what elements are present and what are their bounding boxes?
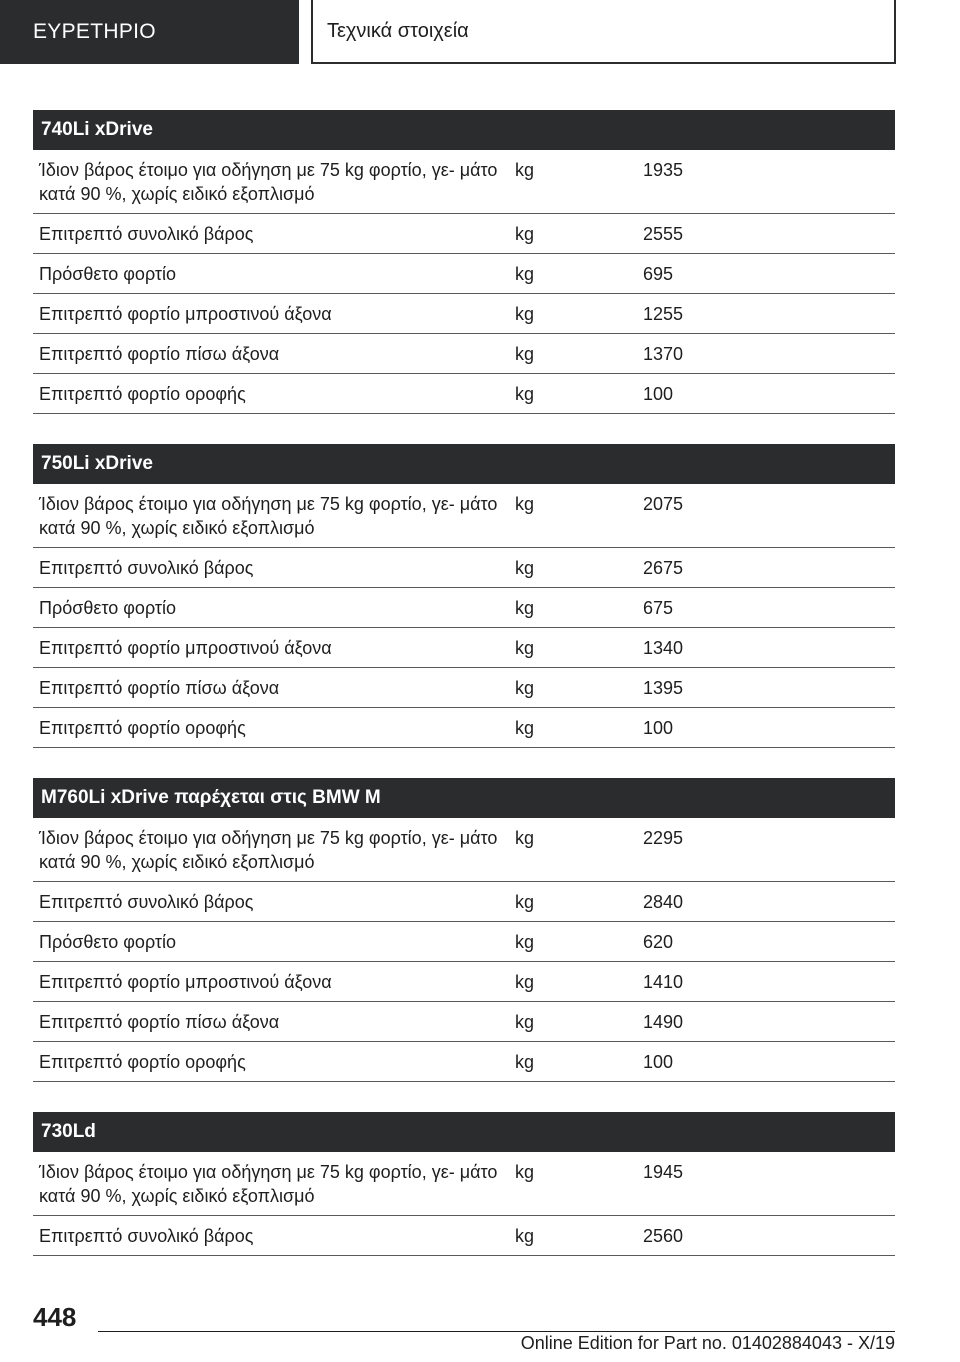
row-unit: kg: [515, 1162, 535, 1182]
table-row: [33, 374, 895, 414]
table-title: 750Li xDrive: [33, 444, 895, 484]
row-value: 1945: [643, 1162, 684, 1182]
row-value: 620: [643, 931, 674, 952]
table-row: [33, 254, 895, 294]
row-unit: kg: [515, 717, 535, 738]
row-value: 1370: [643, 343, 684, 364]
page-header: [0, 0, 960, 66]
row-label: Επιτρεπτό συνολικό βάρος: [39, 1225, 254, 1246]
row-label: Επιτρεπτό συνολικό βάρος: [39, 223, 254, 244]
row-value: 2295: [643, 828, 684, 848]
table-row: [33, 818, 895, 882]
row-value: 1340: [643, 637, 684, 658]
row-unit: kg: [515, 891, 535, 912]
row-label: Επιτρεπτό συνολικό βάρος: [39, 891, 254, 912]
page-number: 448: [33, 1302, 77, 1332]
row-value: 2840: [643, 891, 684, 912]
row-value: 695: [643, 263, 674, 284]
table-row: [33, 548, 895, 588]
section-tab[interactable]: [311, 0, 896, 64]
row-value: 1255: [643, 303, 684, 324]
row-value: 2555: [643, 223, 684, 244]
row-label: Επιτρεπτό φορτίο μπροστινού άξονα: [39, 971, 332, 992]
table-row: [33, 1042, 895, 1082]
row-label: Επιτρεπτό συνολικό βάρος: [39, 557, 254, 578]
row-unit: kg: [515, 343, 535, 364]
row-label: Επιτρεπτό φορτίο πίσω άξονα: [39, 343, 280, 364]
section-title: Τεχνικά στοιχεία: [327, 19, 469, 42]
row-unit: kg: [515, 677, 535, 698]
row-label: Ίδιον βάρος έτοιμο για οδήγηση με 75 kg φορτίο, γε‐ μάτο κατά 90 %, χωρίς ειδικό εξοπλισμό: [39, 160, 498, 204]
row-value: 1410: [643, 971, 684, 992]
table-title: M760Li xDrive παρέχεται στις BMW M: [33, 778, 895, 818]
footer-divider: [98, 1331, 895, 1332]
table-title: 740Li xDrive: [33, 110, 895, 150]
row-unit: kg: [515, 160, 535, 180]
row-label: Επιτρεπτό φορτίο οροφής: [39, 1051, 246, 1072]
row-label: Ίδιον βάρος έτοιμο για οδήγηση με 75 kg φορτίο, γε‐ μάτο κατά 90 %, χωρίς ειδικό εξοπλισμό: [39, 828, 498, 872]
row-label: Επιτρεπτό φορτίο μπροστινού άξονα: [39, 303, 332, 324]
row-unit: kg: [515, 1011, 535, 1032]
row-label: Επιτρεπτό φορτίο μπροστινού άξονα: [39, 637, 332, 658]
row-label: Επιτρεπτό φορτίο οροφής: [39, 383, 246, 404]
row-unit: kg: [515, 637, 535, 658]
spec-table-m760li: [33, 778, 895, 1082]
table-row: [33, 962, 895, 1002]
table-row: [33, 214, 895, 254]
row-unit: kg: [515, 931, 535, 952]
row-unit: kg: [515, 971, 535, 992]
tech-data-content: [33, 110, 895, 1286]
table-row: [33, 150, 895, 214]
table-row: [33, 484, 895, 548]
row-unit: kg: [515, 263, 535, 284]
row-label: Ίδιον βάρος έτοιμο για οδήγηση με 75 kg φορτίο, γε‐ μάτο κατά 90 %, χωρίς ειδικό εξοπλισμό: [39, 1162, 498, 1206]
row-unit: kg: [515, 1051, 535, 1072]
row-unit: kg: [515, 557, 535, 578]
row-unit: kg: [515, 494, 535, 514]
row-unit: kg: [515, 828, 535, 848]
table-row: [33, 1002, 895, 1042]
row-unit: kg: [515, 223, 535, 244]
spec-table-750li: [33, 444, 895, 748]
row-value: 1935: [643, 160, 684, 180]
spec-table-740li: [33, 110, 895, 414]
table-title: 730Ld: [33, 1112, 895, 1152]
row-label: Πρόσθετο φορτίο: [39, 263, 177, 284]
table-row: [33, 922, 895, 962]
table-row: [33, 668, 895, 708]
table-row: [33, 294, 895, 334]
table-row: [33, 708, 895, 748]
row-label: Πρόσθετο φορτίο: [39, 931, 177, 952]
row-value: 2075: [643, 494, 684, 514]
table-row: [33, 588, 895, 628]
table-row: [33, 1152, 895, 1216]
index-label: ΕΥΡΕΤΗΡΙΟ: [33, 20, 156, 43]
row-value: 1490: [643, 1011, 684, 1032]
row-unit: kg: [515, 597, 535, 618]
row-label: Επιτρεπτό φορτίο οροφής: [39, 717, 246, 738]
row-label: Ίδιον βάρος έτοιμο για οδήγηση με 75 kg φορτίο, γε‐ μάτο κατά 90 %, χωρίς ειδικό εξοπλισμό: [39, 494, 498, 538]
row-label: Πρόσθετο φορτίο: [39, 597, 177, 618]
row-value: 100: [643, 383, 674, 404]
row-value: 1395: [643, 677, 684, 698]
row-label: Επιτρεπτό φορτίο πίσω άξονα: [39, 1011, 280, 1032]
row-unit: kg: [515, 383, 535, 404]
edition-note: Online Edition for Part no. 01402884043 - X/19: [520, 1333, 895, 1353]
page-footer: [0, 1290, 960, 1362]
table-row: [33, 882, 895, 922]
row-value: 675: [643, 597, 674, 618]
row-value: 100: [643, 717, 674, 738]
table-row: [33, 334, 895, 374]
row-unit: kg: [515, 303, 535, 324]
row-label: Επιτρεπτό φορτίο πίσω άξονα: [39, 677, 280, 698]
table-row: [33, 1216, 895, 1256]
index-tab[interactable]: [0, 0, 299, 64]
row-value: 100: [643, 1051, 674, 1072]
row-unit: kg: [515, 1225, 535, 1246]
spec-table-730ld: [33, 1112, 895, 1256]
row-value: 2675: [643, 557, 684, 578]
table-row: [33, 628, 895, 668]
row-value: 2560: [643, 1225, 684, 1246]
